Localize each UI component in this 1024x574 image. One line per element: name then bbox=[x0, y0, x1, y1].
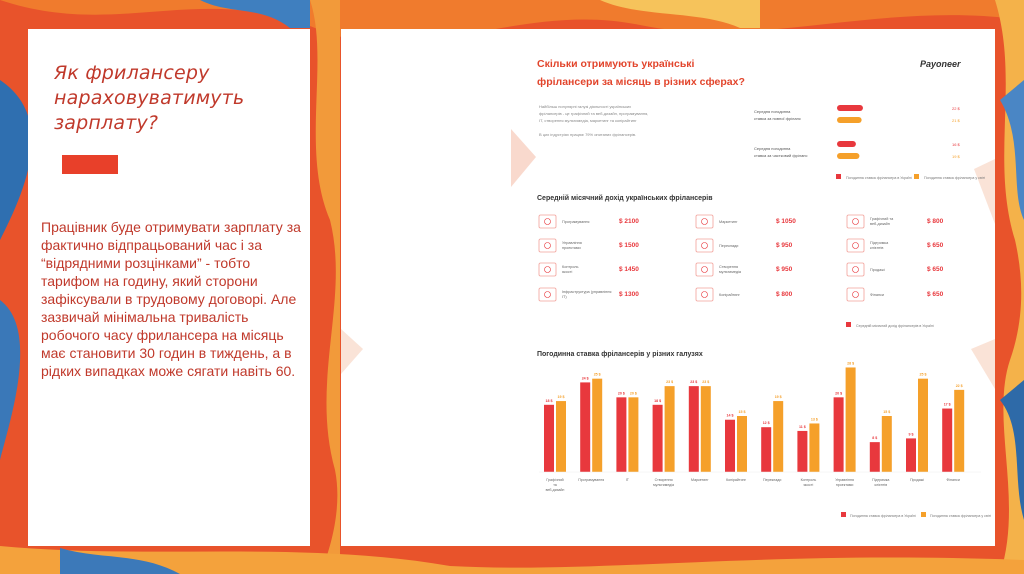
bar-ua bbox=[942, 409, 952, 472]
hourly-rate-chart bbox=[539, 361, 981, 492]
bar-value-label: 12 $ bbox=[762, 421, 770, 426]
bar-value-label: 14 $ bbox=[726, 413, 734, 418]
rate-part-label: ставка за частковий фріланс bbox=[754, 153, 808, 158]
monthly-item-label: Продажі bbox=[870, 268, 885, 272]
monthly-item-label: клієнтів bbox=[870, 246, 884, 250]
chart-legend-world: Погодинна ставка фрілансера у світі bbox=[930, 514, 992, 518]
clipboard-icon bbox=[539, 239, 556, 252]
bar-value-label: 20 $ bbox=[629, 391, 637, 396]
monthly-item-value: $ 1500 bbox=[619, 242, 639, 249]
monthly-item-value: $ 950 bbox=[776, 242, 793, 249]
monthly-income-grid bbox=[539, 215, 944, 301]
bar-world bbox=[592, 379, 602, 472]
category-label: IT bbox=[625, 478, 630, 482]
bar-world bbox=[701, 386, 711, 472]
megaphone-icon bbox=[696, 215, 713, 228]
monthly-item-value: $ 1300 bbox=[619, 291, 639, 298]
payoneer-logo: Payoneer bbox=[920, 59, 961, 69]
chart-legend-ua: Погодинна ставка фрілансера в Україні bbox=[850, 514, 916, 518]
monthly-item-label: веб-дизайн bbox=[870, 222, 890, 226]
clipboard-icon-glyph bbox=[545, 243, 551, 249]
hourly-chart-title: Погодинна ставка фрілансерів у різних галузях bbox=[537, 351, 703, 358]
bar-world bbox=[882, 416, 892, 472]
infographic-card bbox=[341, 29, 995, 546]
monthly-item-label: якості bbox=[562, 270, 573, 274]
bar-value-label: 8 $ bbox=[872, 436, 878, 441]
monthly-item-label: Фінанси bbox=[870, 293, 885, 297]
monthly-item-label: Графічний та bbox=[870, 217, 894, 221]
bar-value-label: 22 $ bbox=[955, 383, 963, 388]
cart-icon bbox=[847, 263, 864, 276]
rate-bars bbox=[837, 105, 961, 159]
intro-text: Найбільш популярні галузі діяльності українських bbox=[539, 104, 632, 109]
monthly-item-label: Контроль bbox=[562, 265, 579, 269]
bar-ua bbox=[653, 405, 663, 472]
bar-ua bbox=[870, 442, 880, 472]
bar-value-label: 23 $ bbox=[690, 380, 698, 385]
category-label: Створення bbox=[654, 478, 673, 482]
bar-ua bbox=[906, 438, 916, 472]
brush-icon-glyph bbox=[853, 219, 859, 225]
money-icon bbox=[847, 288, 864, 301]
server-icon bbox=[539, 288, 556, 301]
bar-value-label: 24 $ bbox=[581, 376, 589, 381]
category-label: Маркетинг bbox=[691, 478, 709, 482]
camera-icon-glyph bbox=[702, 267, 708, 273]
bar-value-label: 20 $ bbox=[835, 391, 843, 396]
monthly-item-value: $ 1450 bbox=[619, 266, 639, 273]
bar-value-label: 19 $ bbox=[774, 395, 782, 400]
legend-world: Погодинна ставка фрілансера у світі bbox=[924, 176, 986, 180]
check-icon bbox=[539, 263, 556, 276]
chart-legend-swatch-ua bbox=[841, 512, 846, 517]
megaphone-icon-glyph bbox=[702, 219, 708, 225]
bar-value-label: 18 $ bbox=[545, 398, 553, 403]
monthly-item-value: $ 800 bbox=[776, 291, 793, 298]
category-label: та bbox=[553, 483, 557, 487]
bar-value-label: 23 $ bbox=[666, 380, 674, 385]
infographic-heading-line2: фрілансери за місяць в різних сферах? bbox=[537, 76, 745, 88]
bar-world bbox=[809, 423, 819, 472]
monthly-item-value: $ 1050 bbox=[776, 218, 796, 225]
category-label: Копірайтинг bbox=[726, 478, 746, 482]
bar-value-label: 25 $ bbox=[919, 372, 927, 377]
rate-value-ua: 16 $ bbox=[952, 142, 960, 147]
category-label: клієнтів bbox=[874, 483, 888, 487]
category-label: Підтримка bbox=[872, 478, 890, 482]
decor-triangle bbox=[511, 129, 536, 187]
text-card bbox=[28, 29, 310, 546]
bar-value-label: 20 $ bbox=[617, 391, 625, 396]
category-label: веб-дизайн bbox=[545, 488, 565, 492]
slide-body-text: Працівник буде отримувати зарплату за фактично відпрацьований час і за “відрядними розцінками” - тобто тарифом на годину, який сторони зафіксували в трудовому договорі. Але зазвичай мінімальна тривалість робочого часу фрилансера на місяць має становити 30 годин в тиждень, а в рідких випадках може сягати навіть 60. bbox=[41, 219, 301, 379]
decor-triangle bbox=[974, 159, 995, 224]
rate-value-world: 19 $ bbox=[952, 154, 960, 159]
bar-value-label: 23 $ bbox=[702, 380, 710, 385]
category-label: Переклади bbox=[762, 478, 782, 482]
monthly-item-label: мультимедіа bbox=[719, 270, 742, 274]
code-icon-glyph bbox=[545, 219, 551, 225]
rate-bar-world bbox=[837, 153, 859, 159]
category-label: мультимедіа bbox=[653, 483, 675, 487]
category-label: Продажі bbox=[910, 478, 924, 482]
decor-triangle bbox=[341, 329, 363, 374]
brush-icon bbox=[847, 215, 864, 228]
bar-value-label: 18 $ bbox=[654, 398, 662, 403]
pen-icon bbox=[696, 288, 713, 301]
monthly-item-label: Створення bbox=[719, 265, 739, 269]
camera-icon bbox=[696, 263, 713, 276]
monthly-item-label: проектами bbox=[562, 246, 581, 250]
bar-world bbox=[918, 379, 928, 472]
legend-ua: Погодинна ставка фрілансера в Україні bbox=[846, 176, 912, 180]
rate-part-label: Середня погодинна bbox=[754, 146, 791, 151]
translate-icon-glyph bbox=[702, 243, 708, 249]
rate-bar-ua bbox=[837, 141, 856, 147]
bar-value-label: 17 $ bbox=[943, 402, 951, 407]
monthly-legend: Середній місячний дохід фрілансерів в Україні bbox=[856, 324, 934, 328]
monthly-item-label: Інфраструктура (управління bbox=[562, 290, 612, 294]
monthly-item-value: $ 950 bbox=[776, 266, 793, 273]
bar-value-label: 11 $ bbox=[799, 424, 806, 429]
bar-value-label: 13 $ bbox=[810, 417, 818, 422]
bar-ua bbox=[834, 397, 844, 472]
monthly-item-value: $ 650 bbox=[927, 291, 944, 298]
category-label: Контроль bbox=[800, 478, 817, 482]
bar-value-label: 15 $ bbox=[883, 410, 891, 414]
bar-ua bbox=[797, 431, 807, 472]
bar-ua bbox=[544, 405, 554, 472]
monthly-item-label: Переклади bbox=[719, 244, 739, 248]
monthly-item-value: $ 2100 bbox=[619, 218, 639, 225]
bar-world bbox=[737, 416, 747, 472]
monthly-item-value: $ 650 bbox=[927, 242, 944, 249]
rate-bar-ua bbox=[837, 105, 863, 111]
legend-swatch-ua bbox=[836, 174, 841, 179]
monthly-item-value: $ 800 bbox=[927, 218, 944, 225]
rate-full-label: Середня погодинна bbox=[754, 109, 791, 114]
infographic bbox=[341, 29, 995, 546]
cart-icon-glyph bbox=[853, 267, 859, 273]
headset-icon-glyph bbox=[853, 243, 859, 249]
category-label: проектами bbox=[835, 483, 854, 487]
category-label: Графічний bbox=[546, 478, 564, 482]
category-label: Фінанси bbox=[946, 478, 960, 482]
monthly-item-label: Управління bbox=[562, 241, 582, 245]
bar-world bbox=[628, 397, 638, 472]
bar-world bbox=[954, 390, 964, 472]
accent-bar bbox=[62, 155, 118, 174]
category-label: Програмування bbox=[578, 478, 605, 482]
bar-world bbox=[665, 386, 675, 472]
monthly-item-label: Маркетинг bbox=[719, 220, 738, 224]
rate-bar-world bbox=[837, 117, 862, 123]
bar-value-label: 28 $ bbox=[847, 361, 855, 366]
legend-swatch-world bbox=[914, 174, 919, 179]
intro-text: В цих індустріях працює 79% опитаних фрілансерів. bbox=[539, 132, 637, 137]
rate-value-world: 21 $ bbox=[952, 118, 960, 123]
translate-icon bbox=[696, 239, 713, 252]
bar-ua bbox=[761, 427, 771, 472]
monthly-item-label: Програмування bbox=[562, 220, 590, 224]
monthly-item-label: Копірайтинг bbox=[719, 293, 740, 297]
bar-world bbox=[773, 401, 783, 472]
infographic-heading-line1: Скільки отримують українські bbox=[537, 58, 695, 70]
bar-ua bbox=[689, 386, 699, 472]
rate-value-ua: 22 $ bbox=[952, 106, 960, 111]
legend-swatch-monthly bbox=[846, 322, 851, 327]
monthly-item-label: Підтримка bbox=[870, 241, 889, 245]
monthly-item-value: $ 650 bbox=[927, 266, 944, 273]
bar-value-label: 25 $ bbox=[593, 372, 601, 377]
bar-ua bbox=[580, 382, 590, 472]
headset-icon bbox=[847, 239, 864, 252]
bar-value-label: 19 $ bbox=[557, 395, 565, 400]
intro-text: IT, створення мультимедіа, маркетинг та копірайтинг bbox=[539, 118, 637, 123]
intro-text: фрілансерів - це графічний та веб-дизайн, програмування, bbox=[539, 111, 649, 116]
decor-triangle bbox=[971, 339, 995, 389]
monthly-item-label: IT) bbox=[562, 295, 567, 299]
bar-ua bbox=[725, 420, 735, 472]
bar-ua bbox=[616, 397, 626, 472]
bar-value-label: 9 $ bbox=[908, 432, 914, 437]
bar-world bbox=[556, 401, 566, 472]
rate-full-label: ставка за повної фріланс bbox=[754, 116, 801, 121]
server-icon-glyph bbox=[545, 292, 551, 298]
chart-legend-swatch-world bbox=[921, 512, 926, 517]
check-icon-glyph bbox=[545, 267, 551, 273]
pen-icon-glyph bbox=[702, 292, 708, 298]
category-label: Управління bbox=[835, 478, 854, 482]
slide-title: Як фрилансеру нараховуватимуть зарплату? bbox=[54, 62, 245, 134]
category-label: якості bbox=[803, 483, 814, 487]
monthly-income-title: Середній місячний дохід українських фрілансерів bbox=[537, 195, 713, 202]
bar-world bbox=[846, 367, 856, 472]
bar-value-label: 15 $ bbox=[738, 410, 746, 414]
code-icon bbox=[539, 215, 556, 228]
money-icon-glyph bbox=[853, 292, 859, 298]
